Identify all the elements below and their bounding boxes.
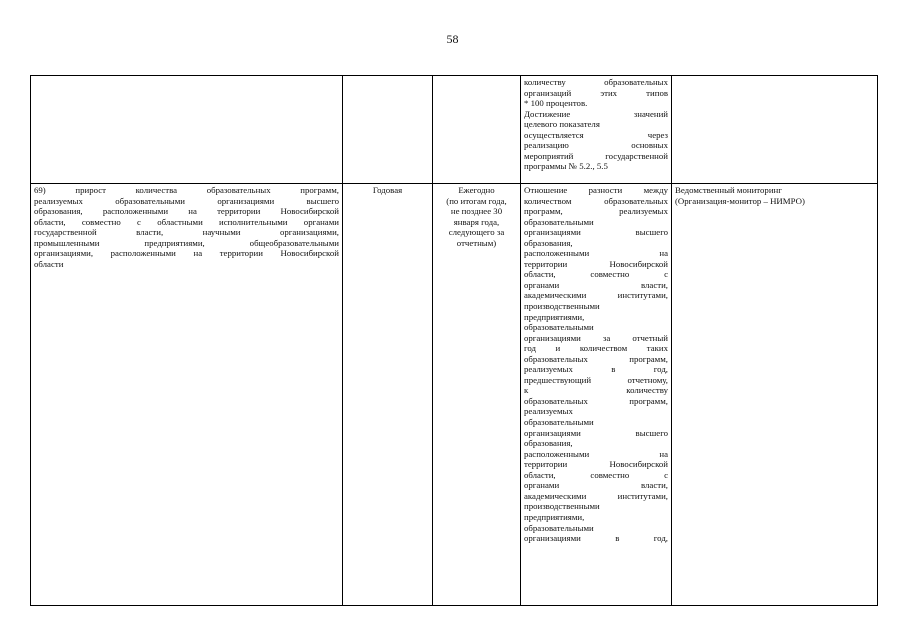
text-line: * 100 процентов.: [524, 98, 588, 109]
indicator-cell: [31, 184, 343, 606]
text-line: отчетным): [456, 237, 497, 248]
deadline-text: [436, 185, 517, 248]
text-line: образовательными: [524, 216, 594, 227]
text-line: государственной власти, научными организациями,: [34, 227, 339, 238]
text-line: организаций этих типов: [524, 87, 668, 98]
text-line: академическими институтами,: [524, 490, 668, 501]
text-line: организациями, расположенными на территории Новосибирской: [34, 248, 339, 259]
text-line: образования,: [524, 438, 573, 449]
text-line: количеством образовательных: [524, 195, 668, 206]
text-line: мероприятий государственной: [524, 150, 668, 161]
text-line: территории Новосибирской: [524, 459, 668, 470]
text-line: количеству образовательных: [524, 77, 668, 87]
text-line: осуществляется через: [524, 129, 668, 140]
text-line: производственными: [524, 301, 600, 312]
text-line: промышленными предприятиями, общеобразовательными: [34, 237, 339, 248]
table-row-69: [31, 184, 878, 606]
text-line: образования,: [524, 237, 573, 248]
text-line: организациями в год,: [524, 533, 668, 544]
indicator-text: [34, 185, 339, 269]
calculation-method-text: [524, 185, 668, 544]
text-line: области, совместно с: [524, 269, 668, 280]
page-number: 58: [446, 32, 459, 46]
text-line: год и количеством таких: [524, 343, 668, 354]
text-line: организациями за отчетный: [524, 332, 668, 343]
text-line: образовательных программ,: [524, 395, 668, 406]
text-line: органами власти,: [524, 279, 668, 290]
text-line: предшествующий отчетному,: [524, 374, 668, 385]
calculation-method-text: [524, 77, 668, 172]
text-line: программы № 5.2., 5.5: [524, 161, 608, 172]
text-line: образовательными: [524, 322, 594, 333]
source-cell: [672, 184, 878, 606]
text-line: области, совместно с: [524, 469, 668, 480]
text-line: программ, реализуемых: [524, 206, 668, 217]
indicators-table: [30, 75, 878, 606]
text-line: (Организация-монитор – НИМРО): [675, 195, 805, 206]
text-line: следующего за: [448, 227, 505, 238]
text-line: предприятиями,: [524, 511, 585, 522]
deadline-cell: [433, 184, 521, 606]
text-line: предприятиями,: [524, 311, 585, 322]
periodicity-text: Годовая: [372, 185, 403, 195]
text-line: реализацию основных: [524, 140, 668, 151]
text-line: реализуемых: [524, 406, 573, 417]
source-text: [675, 185, 874, 206]
text-line: (по итогам года,: [446, 195, 507, 206]
deadline-cell-empty: [433, 76, 521, 184]
text-line: реализуемых в год,: [524, 364, 668, 375]
text-line: Отношение разности между: [524, 185, 668, 195]
text-line: расположенными на: [524, 448, 668, 459]
text-line: образовательными: [524, 417, 594, 428]
text-line: организациями высшего: [524, 427, 668, 438]
text-line: органами власти,: [524, 480, 668, 491]
text-line: 69) прирост количества образовательных программ,: [34, 185, 339, 195]
text-line: Достижение значений: [524, 108, 668, 119]
text-line: образования, расположенными на территории Новосибирской: [34, 206, 339, 217]
text-line: области: [34, 258, 64, 269]
source-cell-empty: [672, 76, 878, 184]
text-line: академическими институтами,: [524, 290, 668, 301]
text-line: области, совместно с областными исполнительными органами: [34, 216, 339, 227]
periodicity-cell: [343, 184, 433, 606]
text-line: Ежегодно: [458, 185, 495, 195]
text-line: расположенными на: [524, 248, 668, 259]
text-line: Ведомственный мониторинг: [675, 185, 782, 195]
text-line: не позднее 30: [450, 206, 503, 217]
indicator-cell-empty: [31, 76, 343, 184]
text-line: образовательных программ,: [524, 353, 668, 364]
text-line: производственными: [524, 501, 600, 512]
text-line: реализуемых образовательными организациями высшего: [34, 195, 339, 206]
text-line: организациями высшего: [524, 227, 668, 238]
calculation-method-cell-continued: [521, 76, 672, 184]
text-line: образовательными: [524, 522, 594, 533]
table-row-continued: [31, 76, 878, 184]
text-line: января года,: [453, 216, 500, 227]
periodicity-cell-empty: [343, 76, 433, 184]
calculation-method-cell: [521, 184, 672, 606]
text-line: к количеству: [524, 385, 668, 396]
text-line: целевого показателя: [524, 119, 600, 130]
text-line: территории Новосибирской: [524, 258, 668, 269]
